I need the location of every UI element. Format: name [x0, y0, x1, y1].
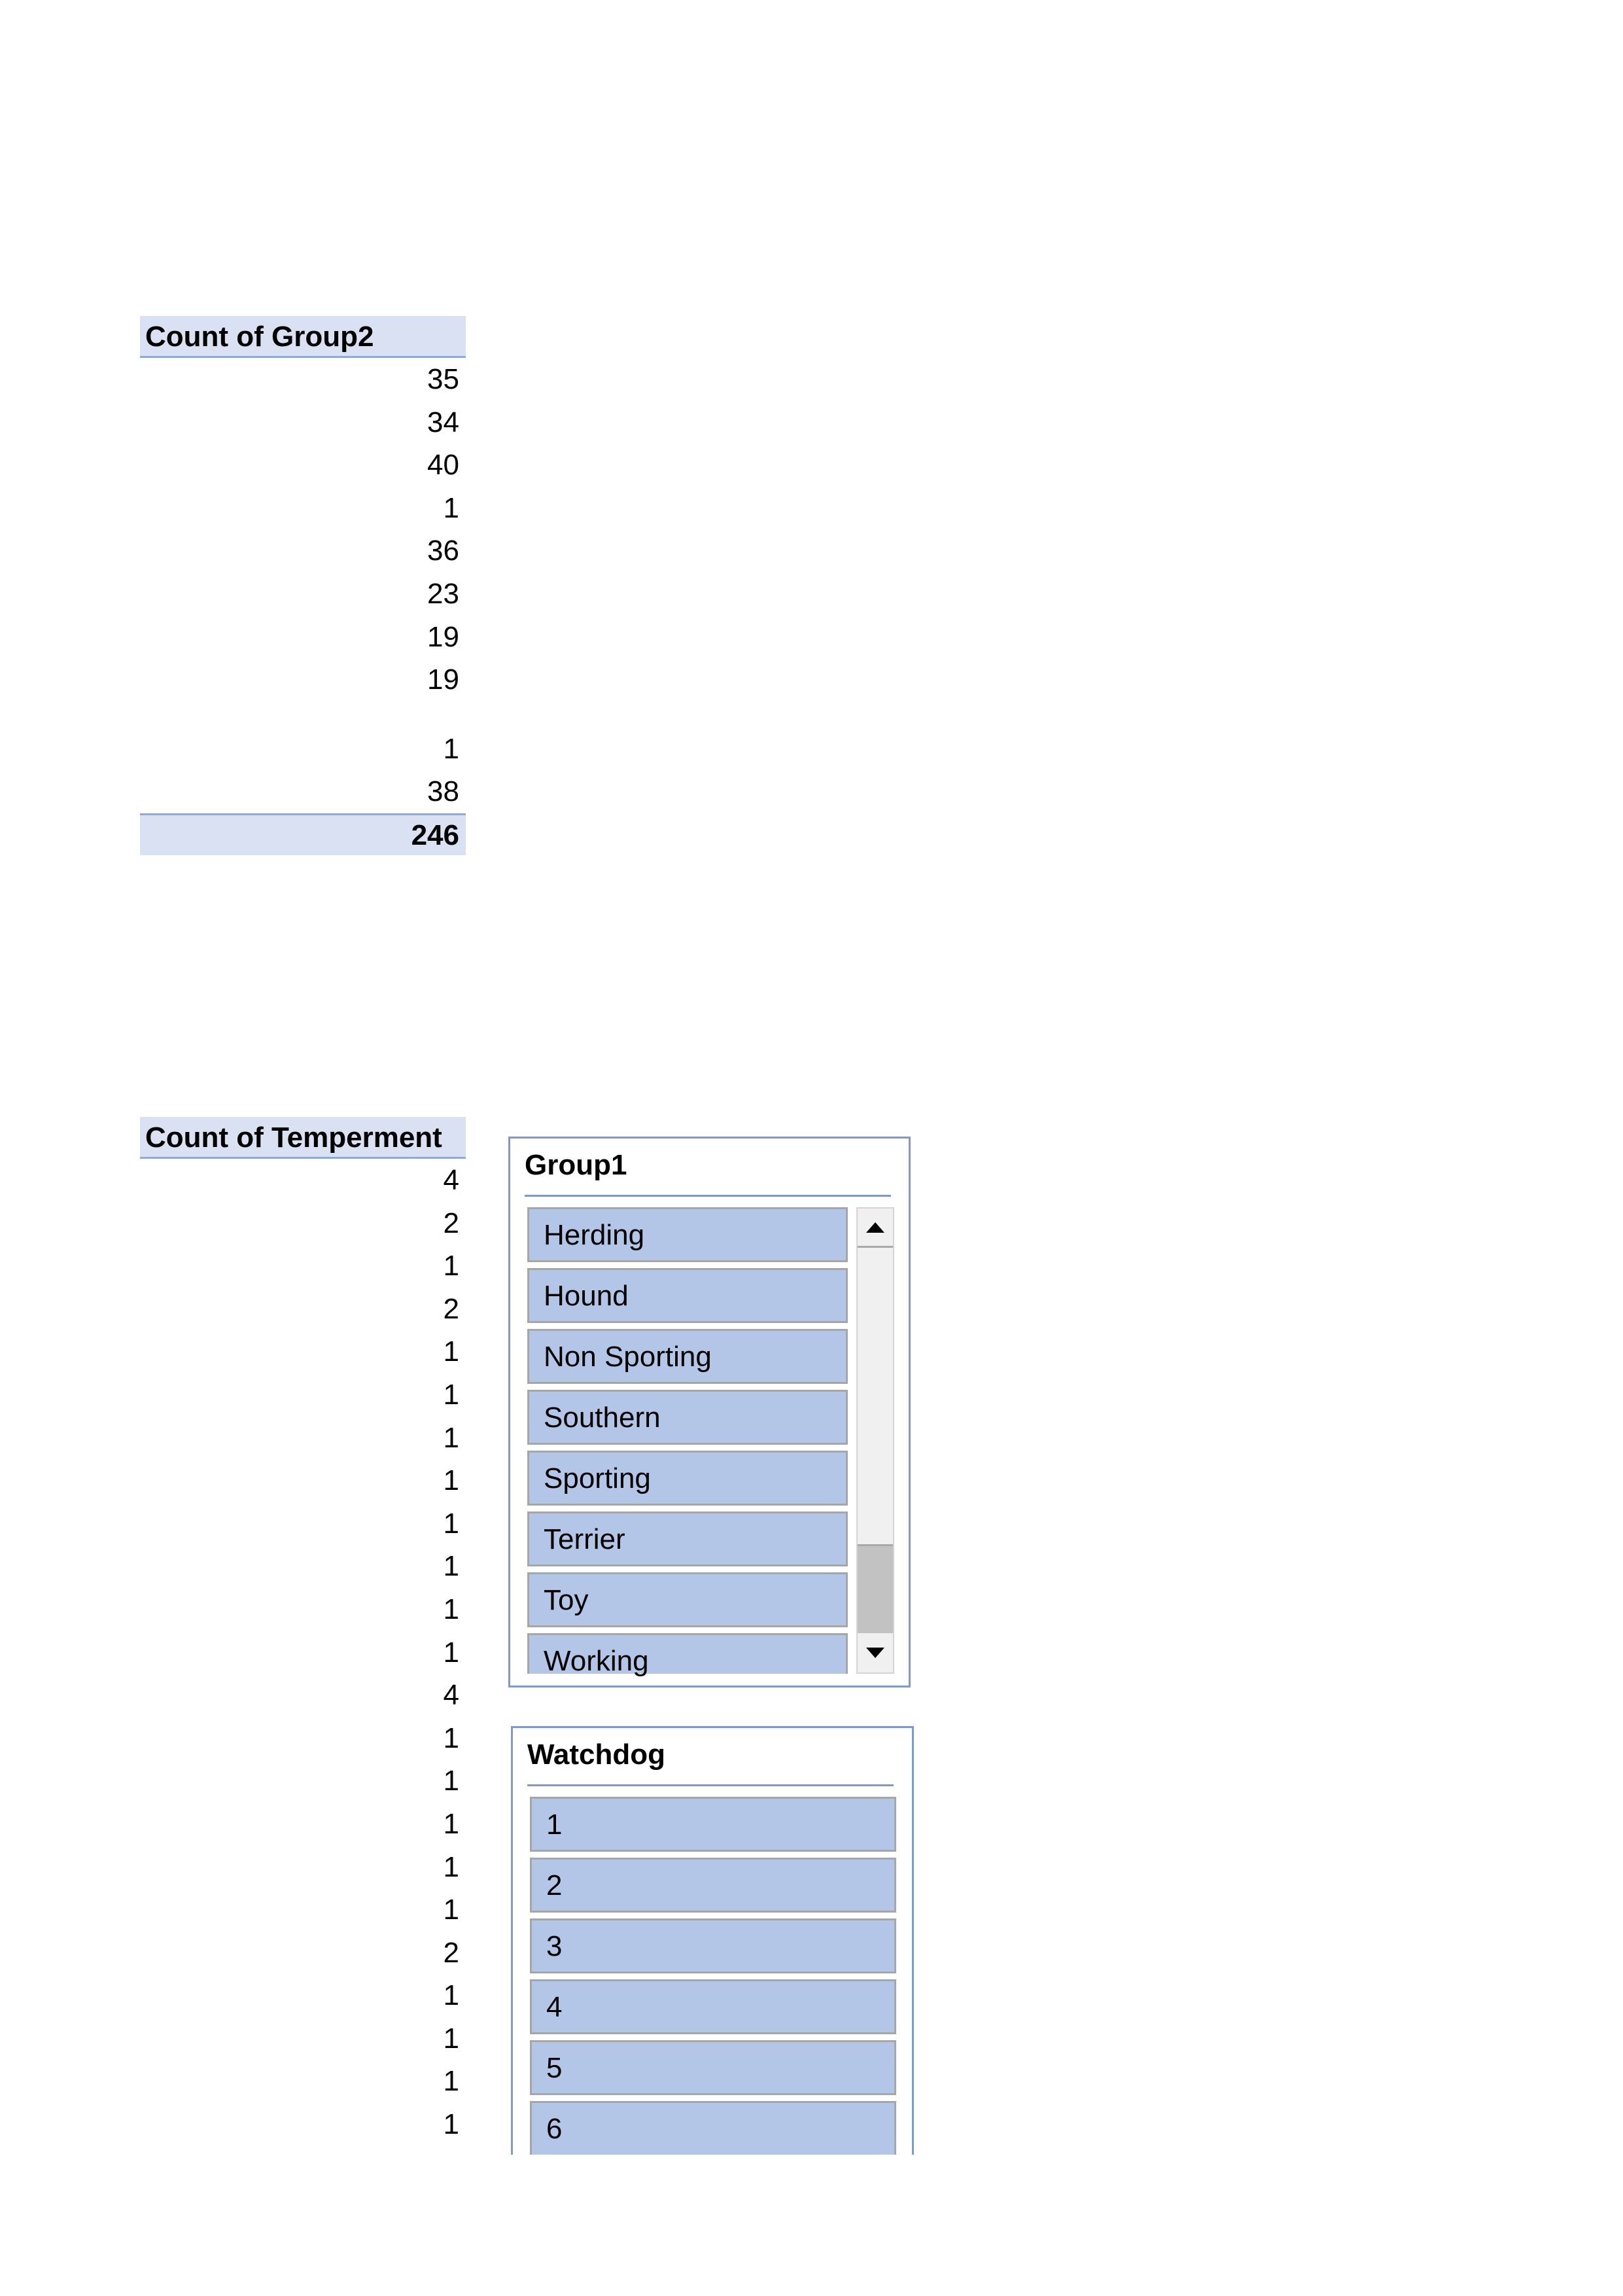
pivot-value[interactable]: 1	[443, 1722, 459, 1754]
slicer-item-herding[interactable]: Herding	[527, 1207, 848, 1262]
pivot-value[interactable]: 1	[443, 2022, 459, 2055]
pivot-value[interactable]: 1	[443, 1593, 459, 1625]
slicer-title-group1: Group1	[525, 1149, 627, 1181]
pivot-value[interactable]: 1	[443, 1250, 459, 1282]
pivot-value[interactable]: 1	[443, 1850, 459, 1883]
pivot-value[interactable]: 1	[443, 1894, 459, 1926]
pivot-table-temperment	[140, 1117, 466, 2146]
slicer-item-southern[interactable]: Southern	[527, 1390, 848, 1445]
pivot-value[interactable]: 40	[427, 449, 459, 482]
pivot-value[interactable]: 1	[443, 1979, 459, 2012]
pivot-value[interactable]: 19	[427, 663, 459, 696]
pivot-value[interactable]: 4	[443, 1164, 459, 1196]
pivot-value[interactable]: 34	[427, 406, 459, 438]
slicer-scrollbar[interactable]	[856, 1207, 894, 1674]
slicer-item-4[interactable]: 4	[530, 1979, 896, 2034]
pivot-value[interactable]: 38	[427, 775, 459, 808]
pivot-value[interactable]: 1	[443, 1636, 459, 1669]
slicer-group1	[508, 1137, 911, 1687]
slicer-divider	[525, 1195, 891, 1197]
slicer-item-working[interactable]: Working	[527, 1633, 848, 1674]
pivot-header-group2[interactable]: Count of Group2	[140, 316, 466, 358]
slicer-item-toy[interactable]: Toy	[527, 1572, 848, 1627]
pivot-value[interactable]: 1	[443, 1765, 459, 1797]
pivot-value[interactable]: 1	[443, 1464, 459, 1497]
slicer-item-2[interactable]: 2	[530, 1858, 896, 1913]
scroll-up-button[interactable]	[858, 1209, 893, 1248]
pivot-value[interactable]: 1	[443, 1421, 459, 1454]
slicer-item-3[interactable]: 3	[530, 1918, 896, 1973]
pivot-value[interactable]: 1	[443, 1335, 459, 1368]
slicer-title-watchdog: Watchdog	[527, 1739, 665, 1771]
pivot-value[interactable]: 4	[443, 1679, 459, 1712]
slicer-divider	[527, 1784, 894, 1786]
pivot-value[interactable]: 2	[443, 1936, 459, 1969]
pivot-value[interactable]: 1	[443, 491, 459, 524]
pivot-value[interactable]: 1	[443, 732, 459, 765]
pivot-value[interactable]: 1	[443, 1550, 459, 1583]
pivot-value[interactable]: 35	[427, 363, 459, 395]
pivot-value[interactable]: 1	[443, 1378, 459, 1411]
slicer-item-5[interactable]: 5	[530, 2040, 896, 2095]
pivot-header-temperment[interactable]: Count of Temperment	[140, 1117, 466, 1159]
scroll-thumb[interactable]	[858, 1544, 893, 1636]
pivot-value[interactable]: 1	[443, 1507, 459, 1540]
slicer-item-6[interactable]: 6	[530, 2101, 896, 2155]
triangle-down-icon	[866, 1648, 884, 1658]
pivot-value[interactable]: 36	[427, 535, 459, 567]
pivot-value[interactable]: 1	[443, 2108, 459, 2141]
pivot-table-group2	[140, 316, 466, 855]
slicer-item-non-sporting[interactable]: Non Sporting	[527, 1329, 848, 1384]
triangle-up-icon	[866, 1222, 884, 1233]
pivot-value[interactable]: 19	[427, 620, 459, 653]
pivot-value[interactable]: 1	[443, 2065, 459, 2098]
pivot-grand-total[interactable]: 246	[140, 813, 466, 855]
pivot-value[interactable]: 2	[443, 1207, 459, 1239]
slicer-watchdog	[511, 1726, 914, 2155]
pivot-value[interactable]: 23	[427, 577, 459, 610]
scroll-down-button[interactable]	[858, 1633, 893, 1672]
slicer-item-terrier[interactable]: Terrier	[527, 1511, 848, 1566]
pivot-value[interactable]: 1	[443, 1807, 459, 1840]
slicer-item-hound[interactable]: Hound	[527, 1268, 848, 1323]
pivot-value[interactable]: 2	[443, 1292, 459, 1325]
slicer-item-sporting[interactable]: Sporting	[527, 1451, 848, 1506]
slicer-item-1[interactable]: 1	[530, 1797, 896, 1852]
